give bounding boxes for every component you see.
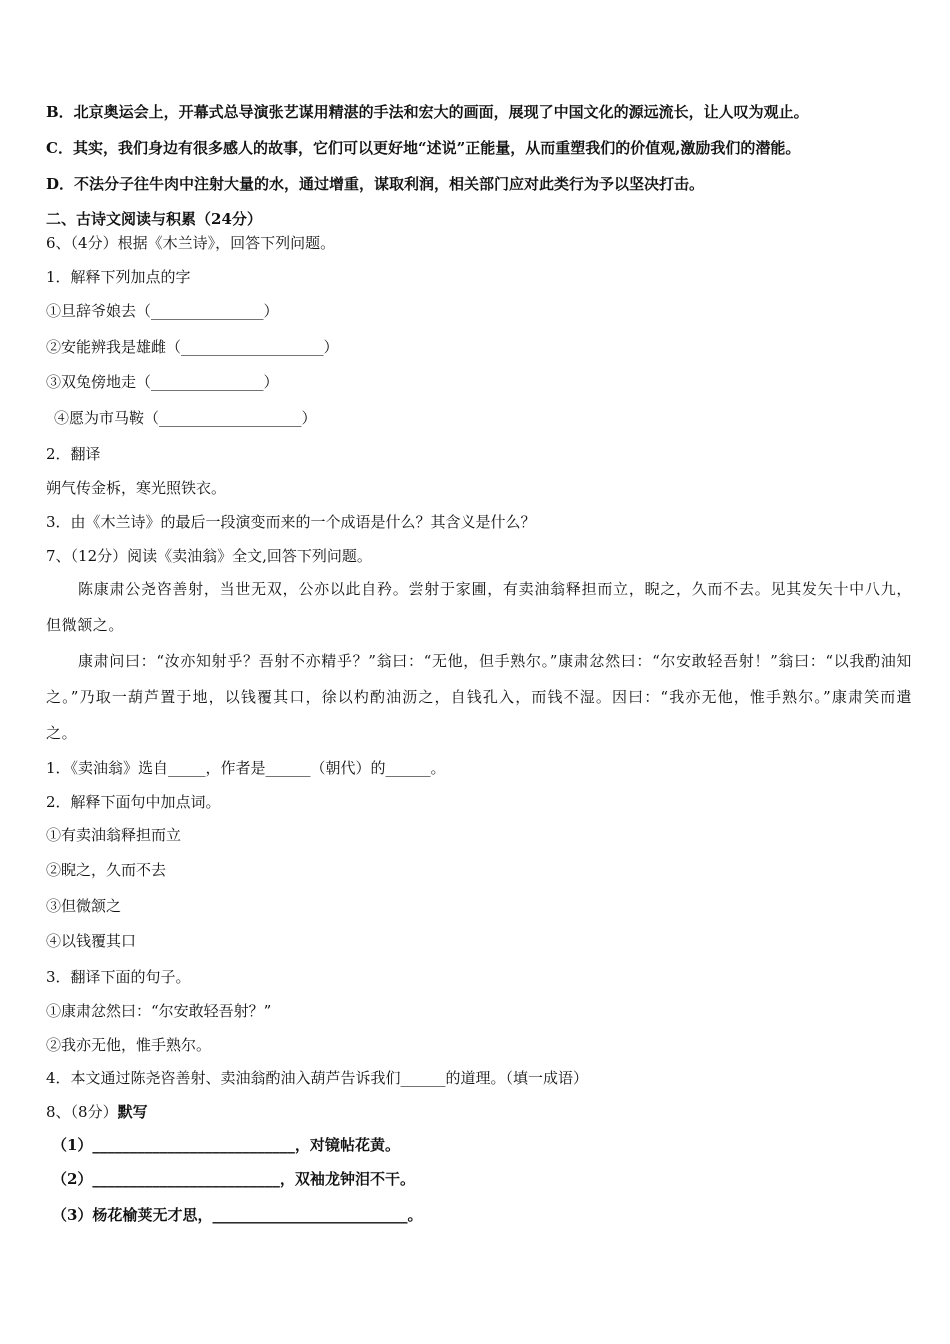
q6-sub2: 2．翻译 [46,445,101,463]
q6-title: 6、（4分）根据《木兰诗》，回答下列问题。 [46,234,336,252]
q6-item-1: ①旦辞爷娘去（_______________） [46,302,279,320]
q8-title-prefix: 8、（8分） [46,1103,118,1121]
q8-title-bold: 默写 [117,1103,148,1121]
q6-translate: 朔气传金柝，寒光照铁衣。 [46,479,227,497]
q6-sub3: 3．由《木兰诗》的最后一段演变而来的一个成语是什么？其含义是什么？ [46,513,536,531]
q7-sub3: 3．翻译下面的句子。 [46,968,191,986]
q7-word-4: ④以钱覆其口 [46,932,137,950]
q7-sub2: 2．解释下面句中加点词。 [46,793,221,811]
q7-passage-1: 陈康肃公尧咨善射，当世无双，公亦以此自矜。尝射于家圃，有卖油翁释担而立，睨之，久而不去。见其发矢十中八九，但微颔之。 [46,580,912,634]
option-c: C．其实，我们身边有很多感人的故事，它们可以更好地“述说”正能量，从而重塑我们的价值观,激励我们的潜能。 [46,139,801,157]
q7-title: 7、（12分）阅读《卖油翁》全文,回答下列问题。 [46,547,372,565]
option-d: D．不法分子往牛肉中注射大量的水，通过增重，谋取利润，相关部门应对此类行为予以坚决打击。 [46,175,705,193]
q7-sentence-1: ①康肃忿然曰：“尔安敢轻吾射？” [46,1002,272,1020]
q8-line-2: （2）_________________________，双袖龙钟泪不干。 [52,1170,415,1188]
q7-sub4: 4．本文通过陈尧咨善射、卖油翁酌油入葫芦告诉我们______的道理。（填一成语） [46,1069,589,1087]
q7-word-3: ③但微颔之 [46,897,122,915]
q7-word-2: ②睨之，久而不去 [46,861,167,879]
q7-sub1: 1．《卖油翁》选自_____，作者是______（朝代）的______。 [46,759,446,777]
q6-item-3: ③双兔傍地走（_______________） [46,373,279,391]
option-b: B．北京奥运会上，开幕式总导演张艺谋用精湛的手法和宏大的画面，展现了中国文化的源远流长，让人叹为观止。 [46,103,809,121]
q7-sentence-2: ②我亦无他，惟手熟尔。 [46,1036,212,1054]
q8-line-1: （1）___________________________，对镜帖花黄。 [52,1136,400,1154]
q7-passage-2: 康肃问曰：“汝亦知射乎？吾射不亦精乎？”翁曰：“无他，但手熟尔。”康肃忿然曰：“尔安敢轻吾射！”翁曰：“以我酌油知之。”乃取一葫芦置于地，以钱覆其口，徐以杓酌油沥之，自钱孔入，而钱不湿。因曰：“我亦无他，惟手熟尔。”康肃笑而遣之。 [46,652,912,742]
q6-sub1: 1．解释下列加点的字 [46,268,191,286]
q6-item-2: ②安能辨我是雄雌（___________________） [46,338,339,356]
section-heading: 二、古诗文阅读与积累（24分） [46,210,262,228]
q8-title [46,1102,148,1122]
q7-word-1: ①有卖油翁释担而立 [46,826,182,844]
q8-line-3: （3）杨花榆荚无才思，__________________________。 [52,1206,423,1224]
q6-item-4: ④愿为市马鞍（___________________） [54,409,317,427]
